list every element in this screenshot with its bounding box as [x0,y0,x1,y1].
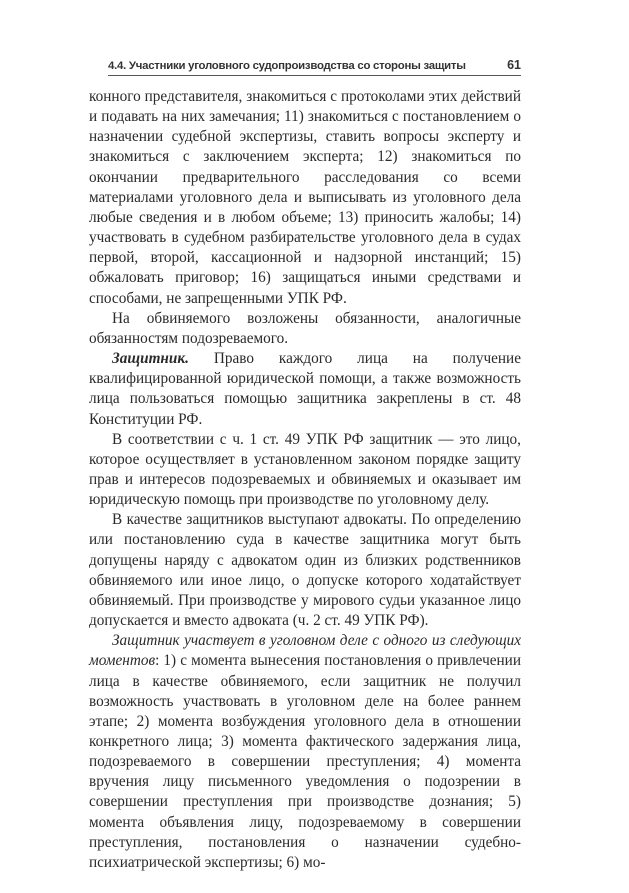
paragraph-duties: На обвиняемого возложены обязанности, аналогичные обязанностям подозреваемого. [89,309,521,347]
running-header [108,58,521,76]
defender-intro-text: Право каждого лица на получение квалифицированной юридической помощи, а также возможность лица пользоваться помощью защитника закреплены в ст. 48 Конституции РФ. [89,350,521,428]
moments-text: : 1) с момента вынесения постановления о привлечении лица в качестве обвиняемого, если защитник не получил возможность участвовать в уголовном деле на более раннем этапе; 2) момента возбуждения уголовного дела в отношении конкретного лица; 3) момента фактического задержания лица, подозреваемого в совершении преступления; 4) момента вручения лицу письменного уведомления о подозрении в совершении преступления при производстве дознания; 5) момента объявления лицу, подозреваемому в совершении преступления, постановления о назначении судебно-психиатрической экспертизы; 6) мо- [89,652,521,871]
paragraph-rights-continued: конного представителя, знакомиться с протоколами этих действий и подавать на них замечания; 11) знакомиться с постановлением о назначении судебной экспертизы, ставить вопросы эксперту и знакомиться с заключением эксперта; 12) знакомиться по окончании предварительного расследования со всеми материалами уголовного дела и выписывать из уголовного дела любые сведения и в любом объеме; 13) приносить жалобы; 14) участвовать в судебном разбирательстве уголовного дела в судах первой, второй, кассационной и надзорной инстанций; 15) обжаловать приговор; 16) защищаться иными средствами и способами, не запрещенными УПК РФ. [89,88,521,307]
defender-heading: Защитник. [112,350,189,368]
page-number: 61 [507,58,521,72]
body-text [89,87,521,873]
section-title: 4.4. Участники уголовного судопроизводства со стороны защиты [108,60,466,72]
paragraph-defender-intro [89,349,521,430]
paragraph-defender-moments [89,631,521,873]
paragraph-defenders-advocates: В качестве защитников выступают адвокаты. По определению или постановлению суда в качестве защитника могут быть допущены наряду с адвокатом один из близких родственников обвиняемого или иное лицо, о допуске которого ходатайствует обвиняемый. При производстве у мирового судьи указанное лицо допускается и вместо адвоката (ч. 2 ст. 49 УПК РФ). [89,511,521,630]
paragraph-defender-definition: В соответствии с ч. 1 ст. 49 УПК РФ защитник — это лицо, которое осуществляет в установленном законом порядке защиту прав и интересов подозреваемых и обвиняемых и оказывает им юридическую помощь при производстве по уголовному делу. [89,430,521,509]
moments-lead: Защитник участвует в уголовном деле с одного из следующих моментов [89,632,521,670]
